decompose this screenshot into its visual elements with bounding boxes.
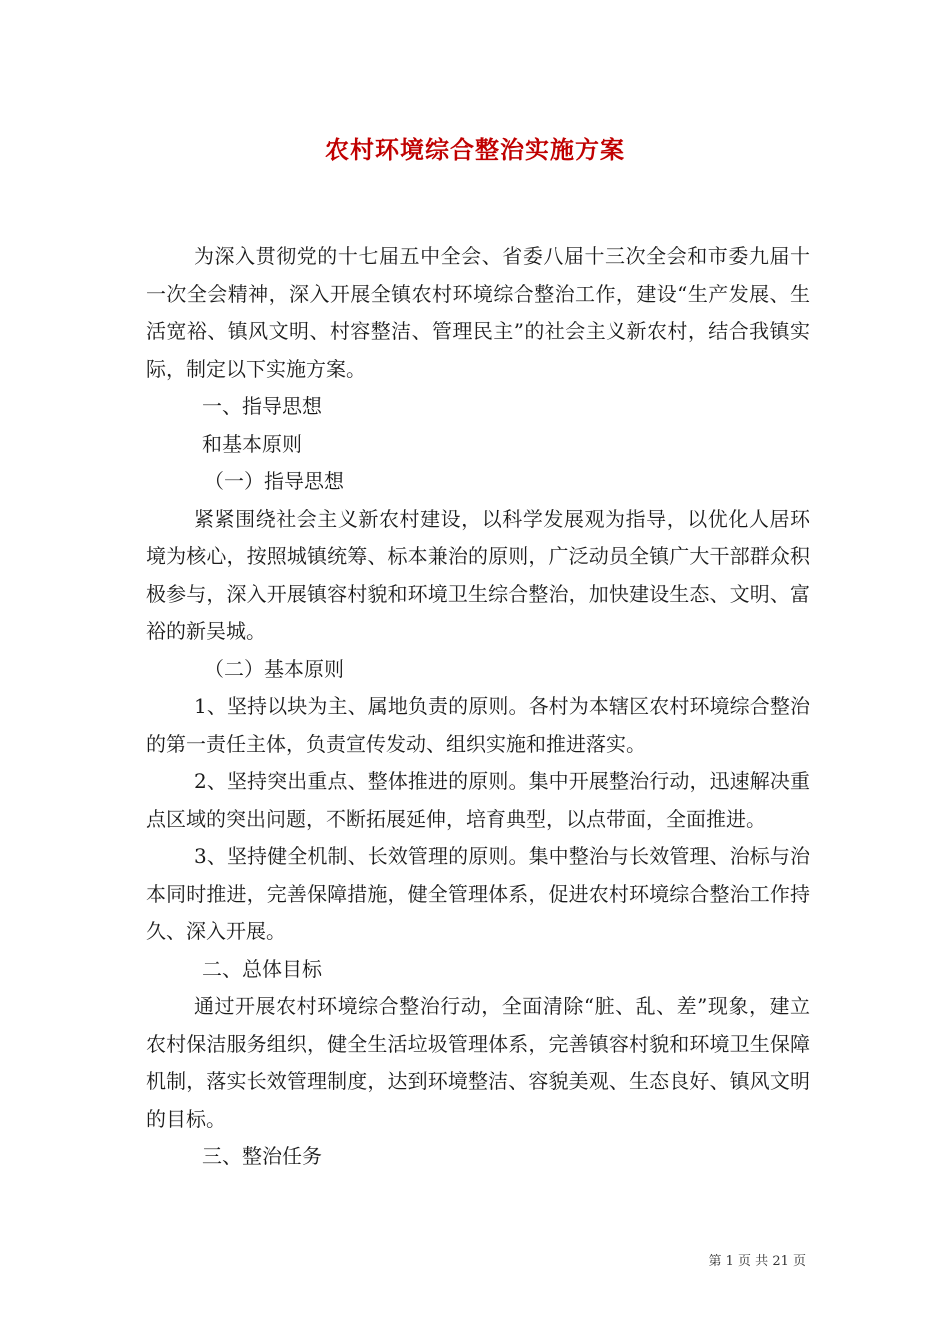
document-body <box>146 238 810 1176</box>
section2-paragraph: 通过开展农村环境综合整治行动，全面清除“脏、乱、差”现象，建立农村保洁服务组织，健全生活垃圾管理体系，完善镇容村貌和环境卫生保障机制，落实长效管理制度，达到环境整洁、容貌美观、生态良好、镇风文明的目标。 <box>146 994 810 1131</box>
page-number-footer: 第 1 页 共 21 页 <box>708 1254 806 1269</box>
intro-paragraph: 为深入贯彻党的十七届五中全会、省委八届十三次全会和市委九届十一次全会精神，深入开展全镇农村环境综合整治工作，建设“生产发展、生活宽裕、镇风文明、村容整洁、管理民主”的社会主义新农村，结合我镇实际，制定以下实施方案。 <box>146 244 810 381</box>
sub2-heading: （二）基本原则 <box>204 656 344 681</box>
sub1-heading: （一）指导思想 <box>204 469 344 493</box>
principle-1-paragraph: 1、坚持以块为主、属地负责的原则。各村为本辖区农村环境综合整治的第一责任主体，负责宣传发动、组织实施和推进落实。 <box>146 694 810 756</box>
section2-heading: 二、总体目标 <box>202 956 322 981</box>
section1-heading: 一、指导思想 <box>202 394 322 418</box>
principle-2-paragraph: 2、坚持突出重点、整体推进的原则。集中开展整治行动，迅速解决重点区域的突出问题，不断拓展延伸，培育典型，以点带面，全面推进。 <box>146 769 810 831</box>
section3-heading: 三、整治任务 <box>202 1144 322 1168</box>
sub1-paragraph: 紧紧围绕社会主义新农村建设，以科学发展观为指导，以优化人居环境为核心，按照城镇统筹、标本兼治的原则，广泛动员全镇广大干部群众积极参与，深入开展镇容村貌和环境卫生综合整治，加快建设生态、文明、富裕的新吴城。 <box>146 506 810 643</box>
document-title: 农村环境综合整治实施方案 <box>325 135 625 164</box>
principle-3-paragraph: 3、坚持健全机制、长效管理的原则。集中整治与长效管理、治标与治本同时推进，完善保障措施，健全管理体系，促进农村环境综合整治工作持久、深入开展。 <box>146 844 810 943</box>
section1-heading-continued: 和基本原则 <box>202 431 302 456</box>
